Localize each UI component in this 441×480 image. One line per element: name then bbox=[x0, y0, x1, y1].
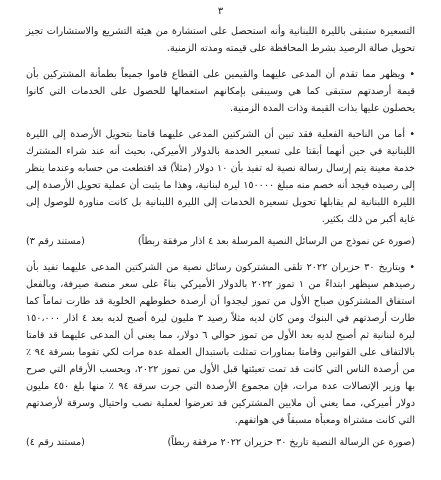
paragraph-line: بأن قيمة أرصدتهم ستبقى كما هي وسيبقى بإمكانهم استعمالها للحصول على الخدمات التي bbox=[26, 69, 415, 97]
attachment-caption-2 bbox=[26, 434, 415, 451]
paragraph-4 bbox=[26, 259, 415, 429]
paragraph-line: شراء المشترك خدمة معينة يتم إرسال رسالة نصية له تفيد بأن ١٠ دولار (مثلاً) قد bbox=[26, 146, 415, 174]
paragraph-line: الليرة اللبنانية في حين أنهما أبقتا على تسعير الخدمة بالدولار الأميركي، بحيث أنه عند bbox=[26, 129, 415, 157]
paragraph-line: وقامتا بمناورات تمثلت باستبدال العملة عدة مرات لكي تقوما بسرقة ٩٤ ٪ من أرصدة bbox=[26, 347, 415, 375]
paragraph-line: • ويظهر مما تقدم أن المدعى عليهما والقيمين على القطاع قاموا جميعاً بطمأنة المشتركين bbox=[42, 69, 415, 80]
caption-text: (صورة عن نموذج من الرسائل النصية المرسلة بعد ٤ اذار مرفقة ربطاً) bbox=[137, 236, 415, 247]
paragraph-line: ٤٥٠ مليون دولار أميركي، مما يعني أن ملايين المشتركين قد تعرضوا لعملية نصب bbox=[26, 381, 415, 409]
paragraph-line: والاستشارات تجيز تحويل صالة الرصيد بشرط المحافظة على قيمته ومدته الزمنية. bbox=[26, 26, 415, 54]
page-number: ٣ bbox=[217, 6, 224, 17]
caption-text: (صورة عن الرسالة النصية تاريخ ٣٠ حزيران ٢٠٢٢ مرفقة ربطاً) bbox=[167, 437, 415, 448]
paragraph-2 bbox=[26, 66, 415, 117]
paragraph-line: اقتطعت من حسابه وعندما ينظر إلى رصيده فيجد أنه خصم منه مبلغ ١٥٠٠٠٠ ليرة bbox=[26, 163, 415, 191]
document-reference: (مستند رقم ٣) bbox=[26, 236, 85, 247]
paragraph-line: الناس التي كانت قد تمت تعبئتها قبل الأول من تموز ٢٠٢٢، وبحسب الأرقام التي صرح bbox=[26, 364, 370, 375]
paragraph-line: • وبتاريخ ٣٠ حزيران ٢٠٢٢ تلقى المشتركون رسائل نصية من الشركتين المدعى عليهما bbox=[62, 262, 415, 273]
paragraph-line: لبنانية، وهذا ما يثبت أن عملية تحويل الأرصدة إلى الليرة اللبنانية لم يقابلها تحويل تسعيرة bbox=[26, 180, 415, 208]
paragraph-line: منصة صيرفة، وبالفعل استفاق المشتركون صباح الأول من تموز ليجدوا أن أرصدة bbox=[26, 279, 415, 307]
paragraph-line: • أما من الناحية الفعلية فقد تبين أن الشركتين المدعى عليهما قامتا بتحويل الأرصدة إلى bbox=[52, 129, 415, 140]
paragraph-line: خطوطهم الخلوية قد طارت تماماً كما طارت أرصدتهم في البنوك ومن كان لديه مثلاً bbox=[26, 296, 415, 324]
paragraph-line: رصيد ٣ مليون ليرة أصبح لديه بعد ٤ اذار ١٥٠،٠٠٠ ليرة لبنانية ثم أصبح لديه بعد الأول bbox=[26, 313, 415, 341]
document-reference: (مستند رقم ٤) bbox=[26, 437, 85, 448]
paragraph-line: كانوا يحصلون عليها بذات القيمة وذات المدة الزمنية. bbox=[26, 86, 415, 114]
paragraph-3 bbox=[26, 126, 415, 228]
paragraph-line: التسعيرة ستبقى بالليرة اللبنانية وأنه استحصل على استشارة من هيئة التشريع bbox=[102, 26, 415, 37]
attachment-caption-1 bbox=[26, 233, 415, 250]
paragraph-1 bbox=[26, 23, 415, 57]
paragraph-line: من تموز حوالي ٦ دولار، مما يعني أن المدعى عليهما قد قامتا بالالتفاف على القوانين bbox=[26, 330, 416, 358]
paragraph-line: بها وزير الإتصالات عدة مرات، فإن مجموع الأرصدة التي جرت سرقة ٩٤ ٪ منها بلغ bbox=[73, 381, 415, 392]
paragraph-line: الخدمات إلى الليرة اللبنانية بل كانت مناورة للوصول إلى غاية أكبر من ذلك بكثير. bbox=[26, 197, 415, 225]
paragraph-line: تفيد بأن رصيدهم سيظهر ابتداءً من ١ تموز ٢٠٢٢ بالدولار الأميركي بناءً على سعر bbox=[26, 262, 416, 290]
paragraph-line: واحتيال وسرقة لأرصدتهم التي كانت مشتراة ومعبأة مسبقاً في هواتفهم. bbox=[26, 398, 415, 426]
